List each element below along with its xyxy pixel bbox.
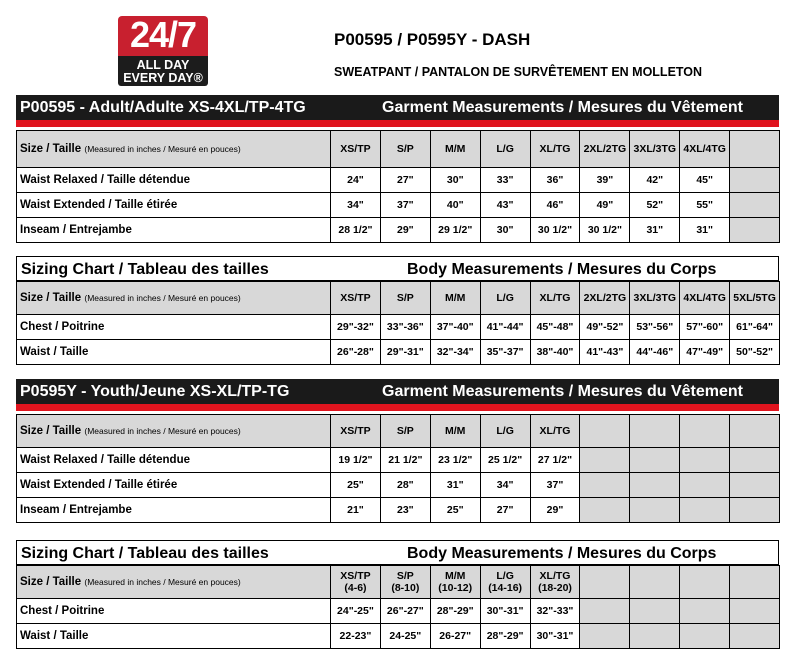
table-cell: 27" [480,498,530,523]
size-name: XS/TP [340,570,371,582]
size-header-cell [680,566,730,599]
table-cell [580,599,630,624]
size-note: (Measured in inches / Mesuré en pouces) [84,426,241,436]
adult-body-header [16,256,779,281]
size-age-range: (18-20) [538,582,572,594]
row-label: Chest / Poitrine [17,315,331,340]
youth-garment-table [16,414,780,523]
table-cell: 30 1/2" [580,218,630,243]
youth-garment-header [16,379,779,404]
size-header-cell: 3XL/3TG [630,131,680,168]
size-header-cell: 2XL/2TG [580,131,630,168]
adult-body-section [16,256,779,365]
red-divider [16,120,779,127]
table-cell: 21" [331,498,381,523]
table-cell: 36" [530,168,580,193]
table-cell: 34" [331,193,381,218]
size-name: S/P [396,570,414,582]
table-cell: 41"-43" [580,340,630,365]
table-cell: 26-27" [430,624,480,649]
table-cell: 46" [530,193,580,218]
table-cell [730,218,780,243]
table-cell: 31" [630,218,680,243]
size-header-cell [480,566,530,599]
size-note: (Measured in inches / Mesuré en pouces) [84,293,241,303]
table-cell [630,448,680,473]
table-cell: 30" [430,168,480,193]
logo-24-7: 24/7 [118,16,208,56]
size-header-row [17,415,780,448]
size-header-cell: S/P [380,131,430,168]
table-cell [580,624,630,649]
size-header-cell: S/P [380,282,430,315]
adult-body-table [16,281,780,365]
table-cell: 37" [380,193,430,218]
table-cell: 30" [480,218,530,243]
logo-tagline [118,56,208,86]
table-cell: 37"-40" [430,315,480,340]
table-cell: 44"-46" [630,340,680,365]
adult-body-subtitle: Body Measurements / Mesures du Corps [407,261,717,278]
size-header-cell [730,566,780,599]
size-header-cell [380,566,430,599]
size-header-cell: XS/TP [331,131,381,168]
table-row [17,218,780,243]
size-header-cell [680,415,730,448]
table-cell [730,168,780,193]
table-row [17,168,780,193]
size-header-cell: XL/TG [530,131,580,168]
table-cell: 23" [380,498,430,523]
size-header-cell [331,566,381,599]
row-label: Waist / Taille [17,624,331,649]
size-header-cell [730,131,780,168]
youth-body-title: Sizing Chart / Tableau des tailles [21,545,269,562]
table-cell: 19 1/2" [331,448,381,473]
size-header-cell [430,566,480,599]
size-label: Size / Taille [20,425,82,437]
table-cell: 47"-49" [680,340,730,365]
table-row [17,599,780,624]
table-cell: 28" [380,473,430,498]
row-label: Waist / Taille [17,340,331,365]
row-label: Chest / Poitrine [17,599,331,624]
table-cell: 34" [480,473,530,498]
row-label: Waist Relaxed / Taille détendue [17,168,331,193]
table-cell: 30 1/2" [530,218,580,243]
table-cell: 57"-60" [680,315,730,340]
table-cell: 52" [630,193,680,218]
size-header-row [17,566,780,599]
size-header-cell [530,566,580,599]
table-cell [730,624,780,649]
table-cell [680,498,730,523]
table-cell [730,599,780,624]
logo-line-all-day: ALL DAY [136,58,190,72]
size-age-range: (14-16) [488,582,523,594]
table-cell: 28"-29" [480,624,530,649]
table-cell: 29" [530,498,580,523]
size-header-cell: 4XL/4TG [680,131,730,168]
table-cell: 50"-52" [730,340,780,365]
size-header-cell: L/G [480,131,530,168]
table-cell: 33" [480,168,530,193]
table-cell: 41"-44" [480,315,530,340]
youth-garment-section [16,379,779,523]
table-cell: 31" [430,473,480,498]
size-age-range: (4-6) [344,582,367,594]
table-row [17,473,780,498]
table-cell: 25" [430,498,480,523]
table-cell [630,599,680,624]
table-cell: 31" [680,218,730,243]
size-age-range: (10-12) [438,582,473,594]
table-cell [630,473,680,498]
size-header-cell: 3XL/3TG [630,282,680,315]
row-label: Waist Extended / Taille étirée [17,193,331,218]
table-cell: 49" [580,193,630,218]
table-cell: 25 1/2" [480,448,530,473]
table-cell: 42" [630,168,680,193]
row-label: Waist Relaxed / Taille détendue [17,448,331,473]
table-cell [680,448,730,473]
adult-garment-title: P00595 - Adult/Adulte XS-4XL/TP-4TG [20,99,306,116]
table-cell: 22-23" [331,624,381,649]
table-cell: 49"-52" [580,315,630,340]
table-cell: 28"-29" [430,599,480,624]
table-cell: 29 1/2" [430,218,480,243]
size-name: M/M [445,570,466,582]
size-header-cell: XS/TP [331,282,381,315]
table-cell: 61"-64" [730,315,780,340]
table-cell: 32"-33" [530,599,580,624]
table-row [17,193,780,218]
size-note: (Measured in inches / Mesuré en pouces) [84,577,241,587]
table-cell [730,473,780,498]
youth-body-section [16,540,779,649]
size-header-cell [580,566,630,599]
red-divider [16,404,779,411]
size-header-cell: 4XL/4TG [680,282,730,315]
table-cell: 30"-31" [480,599,530,624]
adult-garment-header [16,95,779,120]
table-cell [680,624,730,649]
adult-garment-table [16,130,780,243]
table-cell: 43" [480,193,530,218]
youth-garment-title: P0595Y - Youth/Jeune XS-XL/TP-TG [20,383,290,400]
youth-garment-subtitle: Garment Measurements / Mesures du Vêtement [382,383,744,400]
size-header-cell: M/M [430,131,480,168]
size-label-cell [17,415,331,448]
youth-body-table [16,565,780,649]
youth-body-subtitle: Body Measurements / Mesures du Corps [407,545,717,562]
table-cell [580,448,630,473]
table-cell: 33"-36" [380,315,430,340]
table-cell: 30"-31" [530,624,580,649]
table-cell [680,473,730,498]
table-cell: 45" [680,168,730,193]
table-cell: 28 1/2" [331,218,381,243]
table-cell [680,599,730,624]
table-cell [730,448,780,473]
table-cell: 40" [430,193,480,218]
brand-logo [118,16,208,92]
table-row [17,315,780,340]
size-header-cell [630,415,680,448]
table-cell: 29" [380,218,430,243]
table-cell: 53"-56" [630,315,680,340]
size-header-cell [730,415,780,448]
table-row [17,448,780,473]
youth-body-header [16,540,779,565]
row-label: Inseam / Entrejambe [17,218,331,243]
size-label-cell [17,566,331,599]
table-cell: 39" [580,168,630,193]
table-cell [730,498,780,523]
table-row [17,498,780,523]
adult-body-title: Sizing Chart / Tableau des tailles [21,261,269,278]
logo-line-every-day: EVERY DAY® [123,71,203,85]
table-row [17,624,780,649]
table-cell: 27" [380,168,430,193]
size-name: L/G [496,570,514,582]
table-cell [630,498,680,523]
size-name: XL/TG [539,570,571,582]
table-cell [730,193,780,218]
size-header-cell: L/G [480,415,530,448]
adult-garment-subtitle: Garment Measurements / Mesures du Vêtement [382,99,744,116]
size-label-cell [17,131,331,168]
table-cell: 24" [331,168,381,193]
table-cell: 26"-27" [380,599,430,624]
size-header-cell: 2XL/2TG [580,282,630,315]
product-subtitle: SWEATPANT / PANTALON DE SURVÊTEMENT EN MOLLETON [334,65,703,79]
table-cell: 27 1/2" [530,448,580,473]
table-cell: 24-25" [380,624,430,649]
table-cell: 55" [680,193,730,218]
table-cell [580,498,630,523]
table-cell: 35"-37" [480,340,530,365]
size-header-cell: L/G [480,282,530,315]
size-header-cell: M/M [430,282,480,315]
table-cell: 21 1/2" [380,448,430,473]
table-cell: 37" [530,473,580,498]
size-header-cell: 5XL/5TG [730,282,780,315]
table-cell: 45"-48" [530,315,580,340]
size-header-cell: XL/TG [530,282,580,315]
size-header-cell [630,566,680,599]
size-header-cell: XL/TG [530,415,580,448]
table-cell [580,473,630,498]
size-header-row [17,282,780,315]
size-header-cell: S/P [380,415,430,448]
table-cell [630,624,680,649]
size-label: Size / Taille [20,292,82,304]
table-cell: 29"-31" [380,340,430,365]
size-label-cell [17,282,331,315]
row-label: Waist Extended / Taille étirée [17,473,331,498]
table-cell: 24"-25" [331,599,381,624]
size-label: Size / Taille [20,576,82,588]
table-cell: 29"-32" [331,315,381,340]
product-title: P00595 / P0595Y - DASH [334,30,531,49]
size-age-range: (8-10) [391,582,420,594]
table-cell: 32"-34" [430,340,480,365]
size-header-cell [580,415,630,448]
table-cell: 26"-28" [331,340,381,365]
size-header-row [17,131,780,168]
row-label: Inseam / Entrejambe [17,498,331,523]
size-label: Size / Taille [20,143,82,155]
table-row [17,340,780,365]
table-cell: 23 1/2" [430,448,480,473]
size-header-cell: XS/TP [331,415,381,448]
table-cell: 38"-40" [530,340,580,365]
adult-garment-section [16,95,779,243]
size-note: (Measured in inches / Mesuré en pouces) [84,144,241,154]
size-header-cell: M/M [430,415,480,448]
table-cell: 25" [331,473,381,498]
